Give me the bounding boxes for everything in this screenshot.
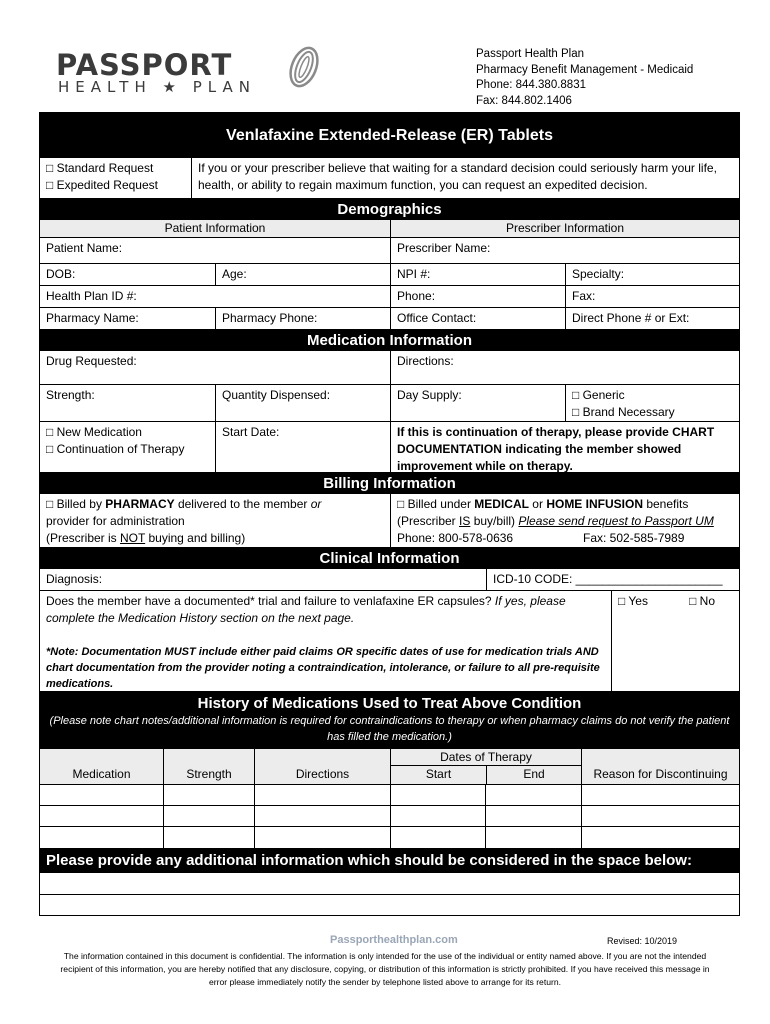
drug-row [40, 351, 739, 384]
history-cell[interactable] [40, 806, 163, 826]
billed-medical-line1 [397, 496, 733, 513]
billing-row [40, 494, 739, 547]
continuation-note: If this is continuation of therapy, please provide CHART DOCUMENTATION indicating the member showed improvement while on therapy. [390, 422, 739, 472]
history-cell[interactable] [254, 785, 390, 805]
patient-info-header: Patient Information [40, 220, 390, 237]
history-cell[interactable] [163, 806, 254, 826]
demographics-subheader [40, 220, 739, 237]
prior-auth-form [39, 112, 740, 916]
billing-text-bold: HOME INFUSION [546, 497, 643, 511]
npi-field[interactable]: NPI #: [390, 264, 565, 285]
billing-text: buying and billing) [145, 531, 246, 545]
history-cell[interactable] [485, 785, 581, 805]
question-text [46, 593, 605, 627]
name-row [40, 237, 739, 263]
billed-medical-line2 [397, 513, 733, 530]
history-heading: History of Medications Used to Treat Above Condition [197, 695, 582, 712]
prescriber-info-header: Prescriber Information [390, 220, 739, 237]
no-checkbox[interactable]: □ No [689, 594, 715, 608]
billing-text-italic: or [310, 497, 322, 511]
billed-by-pharmacy-option[interactable] [40, 494, 390, 547]
history-cell[interactable] [254, 827, 390, 848]
demographics-heading: Demographics [40, 198, 739, 220]
dob-row [40, 263, 739, 285]
col-reason: Reason for Discontinuing [581, 749, 739, 784]
revision-date: Revised: 10/2019 [607, 936, 678, 946]
history-cell[interactable] [581, 827, 739, 848]
drug-requested-field[interactable]: Drug Requested: [46, 354, 137, 368]
billing-text: delivered to the member [174, 497, 311, 511]
brand-necessary-checkbox[interactable]: □ Brand Necessary [572, 405, 675, 419]
age-field[interactable]: Age: [215, 264, 390, 285]
passport-logo [56, 48, 336, 98]
yes-checkbox[interactable]: □ Yes [618, 594, 648, 608]
confidentiality-notice: The information contained in this document is confidential. The information is only intended for the use of the individual or entity named above. If you are not the intended recipient of this information, you are hereby notified that any disclosure, copying, or distribution of this information is strictly prohibited. If you have received this message in error please immediately notify the sender by telephone listed above to arrange for its return. [60, 951, 710, 987]
question-main: Does the member have a documented* trial and failure to venlafaxine ER capsules? [46, 594, 495, 608]
col-start: Start [391, 766, 486, 784]
history-row [40, 826, 739, 848]
prescriber-phone-field[interactable]: Phone: [390, 286, 565, 307]
expedited-request-checkbox[interactable]: □ Expedited Request [46, 178, 158, 192]
billed-pharmacy-line2: provider for administration [46, 514, 185, 528]
billed-medical-line3 [397, 530, 733, 547]
pharmacy-row [40, 307, 739, 329]
medication-heading: Medication Information [40, 329, 739, 351]
diagnosis-row [40, 569, 739, 590]
history-cell[interactable] [40, 785, 163, 805]
additional-info-line[interactable] [40, 873, 739, 894]
additional-info-heading: Please provide any additional information which should be considered in the space below: [40, 848, 739, 873]
question-instruction: If yes, please complete the Medication History section on the next page. [46, 594, 566, 625]
history-cell[interactable] [485, 827, 581, 848]
history-cell[interactable] [581, 806, 739, 826]
billing-text: benefits [642, 497, 689, 511]
office-contact-field[interactable]: Office Contact: [390, 308, 565, 329]
billing-text: □ Billed by [46, 497, 106, 511]
col-directions: Directions [254, 749, 390, 784]
col-medication: Medication [40, 749, 163, 784]
trial-failure-question [40, 591, 611, 691]
diagnosis-field[interactable]: Diagnosis: [46, 572, 103, 586]
contact-phone: Phone: 844.380.8831 [476, 79, 586, 91]
billing-text: buy/bill) [470, 514, 519, 528]
history-cell[interactable] [254, 806, 390, 826]
billing-text-underline: NOT [120, 531, 146, 545]
request-type-row [40, 158, 739, 198]
col-strength: Strength [163, 749, 254, 784]
therapy-status-options [40, 422, 215, 472]
directions-field[interactable]: Directions: [390, 351, 739, 384]
health-plan-id-field[interactable]: Health Plan ID #: [46, 289, 137, 303]
generic-brand-options [565, 385, 739, 421]
billing-text: or [528, 497, 547, 511]
standard-request-checkbox[interactable]: □ Standard Request [46, 161, 154, 175]
history-cell[interactable] [390, 785, 485, 805]
history-cell[interactable] [485, 806, 581, 826]
therapy-status-row [40, 421, 739, 472]
history-cell[interactable] [390, 827, 485, 848]
continuation-checkbox[interactable]: □ Continuation of Therapy [46, 442, 185, 456]
billing-text-bold: PHARMACY [105, 497, 175, 511]
billed-pharmacy-line1 [46, 496, 384, 513]
contact-fax: Fax: 844.802.1406 [476, 94, 572, 107]
billing-text-underline: IS [459, 514, 471, 528]
prescriber-fax-field[interactable]: Fax: [565, 286, 739, 307]
um-fax: Fax: 502-585-7989 [583, 531, 685, 545]
history-header-block [40, 691, 739, 749]
logo-wordmark: PASSPORT [56, 48, 233, 82]
direct-phone-field[interactable]: Direct Phone # or Ext: [565, 308, 739, 329]
trial-failure-row [40, 590, 739, 691]
dob-field[interactable]: DOB: [46, 267, 76, 281]
strength-row [40, 384, 739, 421]
pharmacy-phone-field[interactable]: Pharmacy Phone: [215, 308, 390, 329]
history-subtitle: (Please note chart notes/additional information is required for contraindications to therapy or when pharmacy claims do not verify the patient has filled the medication.) [49, 715, 730, 743]
billed-under-medical-option[interactable] [390, 494, 739, 547]
billed-pharmacy-line3 [46, 530, 384, 547]
contact-info [476, 47, 693, 109]
send-request-note: Please send request to Passport UM [518, 514, 714, 528]
generic-checkbox[interactable]: □ Generic [572, 388, 625, 402]
billing-text: (Prescriber [397, 514, 460, 528]
col-dates-group [390, 749, 581, 784]
yes-no-options [611, 591, 739, 691]
history-cell[interactable] [163, 827, 254, 848]
health-plan-row [40, 285, 739, 307]
day-supply-field[interactable]: Day Supply: [390, 385, 565, 421]
expedited-note: If you or your prescriber believe that waiting for a standard decision could seriously harm your life, health, or ability to regain maximum function, you can request an expedited decision. [191, 158, 739, 198]
history-row [40, 784, 739, 805]
billing-text: (Prescriber is [46, 531, 121, 545]
page-header [0, 0, 770, 112]
contact-org: Passport Health Plan [476, 48, 585, 60]
prescriber-name-field[interactable]: Prescriber Name: [390, 238, 739, 263]
billing-text-bold: MEDICAL [474, 497, 529, 511]
quantity-dispensed-field[interactable]: Quantity Dispensed: [215, 385, 390, 421]
passport-globe-icon [282, 42, 326, 92]
history-cell[interactable] [40, 827, 163, 848]
request-type-options [40, 158, 191, 198]
history-cell[interactable] [390, 806, 485, 826]
history-row [40, 805, 739, 826]
dates-of-therapy-header: Dates of Therapy [391, 749, 581, 766]
icd10-field[interactable]: ICD-10 CODE: ______________________ [486, 569, 739, 590]
new-medication-checkbox[interactable]: □ New Medication [46, 425, 142, 439]
um-phone: Phone: 800-578-0636 [397, 531, 514, 545]
billing-text: □ Billed under [397, 497, 475, 511]
contact-department: Pharmacy Benefit Management - Medicaid [476, 63, 694, 76]
logo-subtitle: HEALTH ★ PLAN [58, 78, 256, 96]
clinical-heading: Clinical Information [40, 547, 739, 569]
dates-subheader [391, 766, 581, 784]
patient-name-field[interactable]: Patient Name: [46, 241, 123, 255]
start-date-field[interactable]: Start Date: [215, 422, 390, 472]
history-table-header [40, 749, 739, 784]
documentation-note: *Note: Documentation MUST include either paid claims OR specific dates of use for medication trials AND chart documentation from the provider noting a contraindication, intolerance, or failure to all pre-requisite medications. [46, 646, 600, 690]
strength-field[interactable]: Strength: [46, 388, 95, 402]
col-end: End [486, 766, 581, 784]
website-link[interactable]: Passporthealthplan.com [330, 934, 458, 946]
history-cell[interactable] [581, 785, 739, 805]
additional-info-line[interactable] [40, 894, 739, 915]
form-title: Venlafaxine Extended-Release (ER) Tablets [40, 113, 739, 158]
history-cell[interactable] [163, 785, 254, 805]
specialty-field[interactable]: Specialty: [565, 264, 739, 285]
pharmacy-name-field[interactable]: Pharmacy Name: [46, 311, 139, 325]
billing-heading: Billing Information [40, 472, 739, 494]
